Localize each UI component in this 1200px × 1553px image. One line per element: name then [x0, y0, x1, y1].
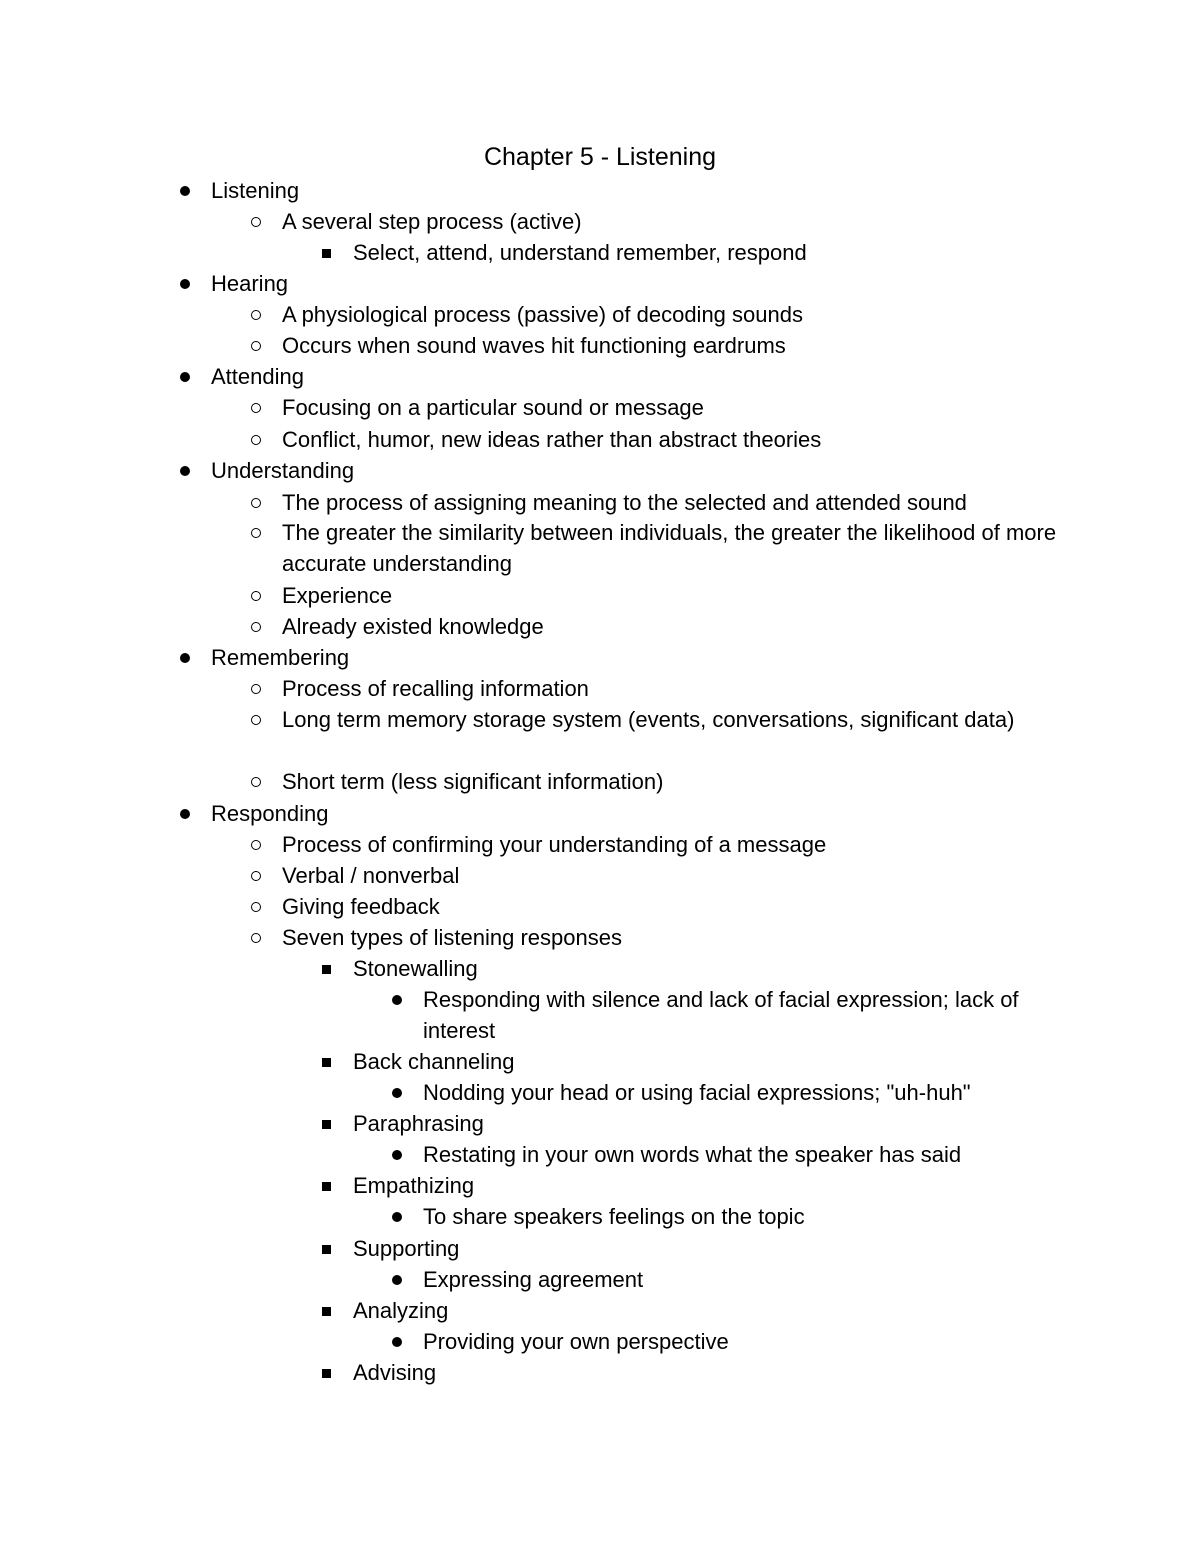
hollow-bullet-icon [251, 933, 261, 943]
hollow-bullet-icon [251, 498, 261, 508]
outline-subitem: Process of confirming your understanding of a message [282, 829, 826, 860]
outline-subitem: Focusing on a particular sound or message [282, 392, 704, 423]
outline-heading: Responding [211, 801, 329, 826]
outline-subitem: The process of assigning meaning to the selected and attended sound [282, 487, 967, 518]
hollow-bullet-icon [251, 871, 261, 881]
outline-subitem: Long term memory storage system (events, conversations, significant data) [282, 704, 1017, 735]
bullet-icon [180, 653, 190, 663]
outline-heading: Hearing [211, 271, 289, 296]
outline-subitem: Already existed knowledge [282, 611, 544, 642]
square-bullet-icon [322, 1120, 331, 1129]
hollow-bullet-icon [251, 591, 261, 601]
outline-subitem: A physiological process (passive) of decoding sounds [282, 299, 803, 330]
outline-subsubitem: Select, attend, understand remember, respond [353, 237, 807, 268]
hollow-bullet-icon [251, 684, 261, 694]
bullet-icon [180, 372, 190, 382]
response-type: Back channeling [353, 1046, 514, 1077]
outline-subitem: Process of recalling information [282, 673, 589, 704]
outline-item-hearing [211, 268, 288, 299]
hollow-bullet-icon [251, 217, 261, 227]
outline-subitem: Giving feedback [282, 891, 440, 922]
outline-item-responding [211, 798, 328, 829]
bullet-icon [180, 279, 190, 289]
bullet-icon [392, 1337, 402, 1347]
bullet-icon [392, 1150, 402, 1160]
bullet-icon [180, 186, 190, 196]
response-type: Stonewalling [353, 953, 478, 984]
hollow-bullet-icon [251, 777, 261, 787]
bullet-icon [180, 466, 190, 476]
outline-item-understanding [211, 455, 354, 486]
response-type-description: To share speakers feelings on the topic [423, 1201, 805, 1232]
bullet-icon [180, 809, 190, 819]
bullet-icon [392, 1275, 402, 1285]
hollow-bullet-icon [251, 341, 261, 351]
response-type-description: Responding with silence and lack of facial expression; lack of interest [423, 984, 1048, 1046]
outline-subitem: Short term (less significant information) [282, 766, 663, 797]
outline-subitem: Seven types of listening responses [282, 922, 622, 953]
outline-subitem: Verbal / nonverbal [282, 860, 459, 891]
hollow-bullet-icon [251, 715, 261, 725]
page-title: Chapter 5 - Listening [483, 143, 717, 171]
response-type: Analyzing [353, 1295, 448, 1326]
outline-subitem: Conflict, humor, new ideas rather than abstract theories [282, 424, 821, 455]
square-bullet-icon [322, 1182, 331, 1191]
outline-heading: Remembering [211, 645, 350, 670]
hollow-bullet-icon [251, 310, 261, 320]
outline-heading: Attending [211, 364, 304, 389]
square-bullet-icon [322, 1058, 331, 1067]
square-bullet-icon [322, 1369, 331, 1378]
square-bullet-icon [322, 1245, 331, 1254]
hollow-bullet-icon [251, 622, 261, 632]
outline-subitem: Experience [282, 580, 392, 611]
hollow-bullet-icon [251, 840, 261, 850]
hollow-bullet-icon [251, 403, 261, 413]
hollow-bullet-icon [251, 528, 261, 538]
outline-heading: Listening [211, 178, 300, 203]
outline-subitem: Occurs when sound waves hit functioning eardrums [282, 330, 786, 361]
response-type-description: Nodding your head or using facial expressions; "uh-huh" [423, 1077, 971, 1108]
response-type-description: Providing your own perspective [423, 1326, 729, 1357]
hollow-bullet-icon [251, 435, 261, 445]
square-bullet-icon [322, 1307, 331, 1316]
outline-item-listening [211, 175, 299, 206]
response-type-description: Restating in your own words what the speaker has said [423, 1139, 961, 1170]
hollow-bullet-icon [251, 902, 261, 912]
bullet-icon [392, 1088, 402, 1098]
square-bullet-icon [322, 965, 331, 974]
outline-subitem: A several step process (active) [282, 206, 582, 237]
response-type: Supporting [353, 1233, 459, 1264]
bullet-icon [392, 1212, 402, 1222]
response-type: Advising [353, 1357, 436, 1388]
response-type: Paraphrasing [353, 1108, 484, 1139]
response-type-description: Expressing agreement [423, 1264, 643, 1295]
outline-subitem: The greater the similarity between individuals, the greater the likelihood of more accurate understanding [282, 517, 1072, 579]
outline-item-remembering [211, 642, 349, 673]
bullet-icon [392, 995, 402, 1005]
square-bullet-icon [322, 249, 331, 258]
response-type: Empathizing [353, 1170, 474, 1201]
outline-heading: Understanding [211, 458, 355, 483]
outline-item-attending [211, 361, 304, 392]
